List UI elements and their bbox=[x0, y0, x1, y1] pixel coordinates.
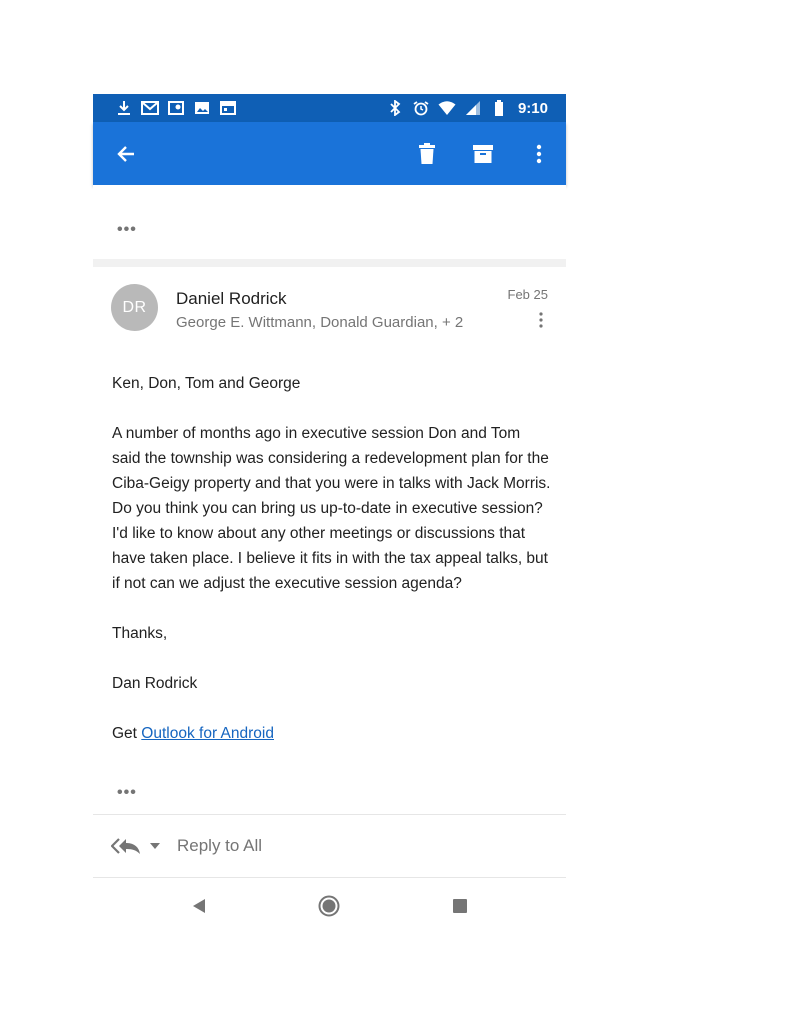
battery-icon bbox=[490, 99, 508, 117]
recents-square-icon[interactable] bbox=[446, 892, 474, 920]
message-divider bbox=[93, 259, 566, 267]
image-icon bbox=[193, 99, 211, 117]
back-arrow-icon[interactable] bbox=[113, 139, 139, 169]
bluetooth-icon bbox=[386, 99, 404, 117]
footer bbox=[112, 721, 552, 746]
message-date: Feb 25 bbox=[507, 287, 548, 302]
nav-bar bbox=[93, 878, 566, 934]
phone-screen bbox=[93, 94, 566, 934]
status-left-icons bbox=[115, 99, 237, 117]
avatar[interactable]: DR bbox=[111, 284, 158, 331]
outlook-link[interactable]: Outlook for Android bbox=[141, 725, 274, 742]
recipients[interactable]: George E. Wittmann, Donald Guardian, + 2 bbox=[176, 314, 464, 331]
status-time: 9:10 bbox=[517, 99, 548, 117]
gmail-icon bbox=[141, 99, 159, 117]
download-icon bbox=[115, 99, 133, 117]
reply-all-button[interactable]: Reply to All bbox=[177, 836, 263, 855]
signature: Dan Rodrick bbox=[112, 675, 198, 692]
body-paragraph: A number of months ago in executive session Don and Tom said the township was considering a redevelopment plan for the Ciba-Geigy property and that you were in talks with Jack Morris. Do you think you can bring us up-to-date in executive session? I'd like to know about any other meetings or discussions that have taken place. I believe it fits in with the tax appeal talks, but if not can we adjust the executive session agenda? bbox=[112, 425, 551, 592]
reply-bar bbox=[93, 815, 566, 877]
footer-prefix: Get bbox=[112, 725, 142, 742]
signal-icon bbox=[464, 99, 482, 117]
app-bar bbox=[93, 122, 566, 185]
chevron-down-icon[interactable] bbox=[149, 842, 161, 850]
message-more-icon[interactable] bbox=[534, 309, 548, 331]
archive-icon[interactable] bbox=[470, 139, 496, 169]
status-right-icons bbox=[386, 99, 548, 117]
collapsed-ellipsis[interactable]: ••• bbox=[117, 221, 137, 238]
email-body bbox=[112, 371, 552, 771]
app-bar-actions bbox=[414, 139, 552, 169]
maps-icon bbox=[167, 99, 185, 117]
collapsed-messages[interactable] bbox=[93, 185, 566, 259]
closing: Thanks, bbox=[112, 625, 168, 642]
back-triangle-icon[interactable] bbox=[185, 892, 213, 920]
trimmed-content-ellipsis[interactable]: ••• bbox=[117, 784, 137, 801]
sender-name: Daniel Rodrick bbox=[176, 289, 287, 308]
greeting: Ken, Don, Tom and George bbox=[112, 375, 301, 392]
calendar-icon bbox=[219, 99, 237, 117]
reply-all-icon[interactable] bbox=[111, 837, 141, 855]
delete-icon[interactable] bbox=[414, 139, 440, 169]
wifi-icon bbox=[438, 99, 456, 117]
status-bar bbox=[93, 94, 566, 122]
email-header[interactable] bbox=[93, 267, 566, 357]
home-circle-icon[interactable] bbox=[315, 892, 343, 920]
more-vert-icon[interactable] bbox=[526, 139, 552, 169]
alarm-icon bbox=[412, 99, 430, 117]
